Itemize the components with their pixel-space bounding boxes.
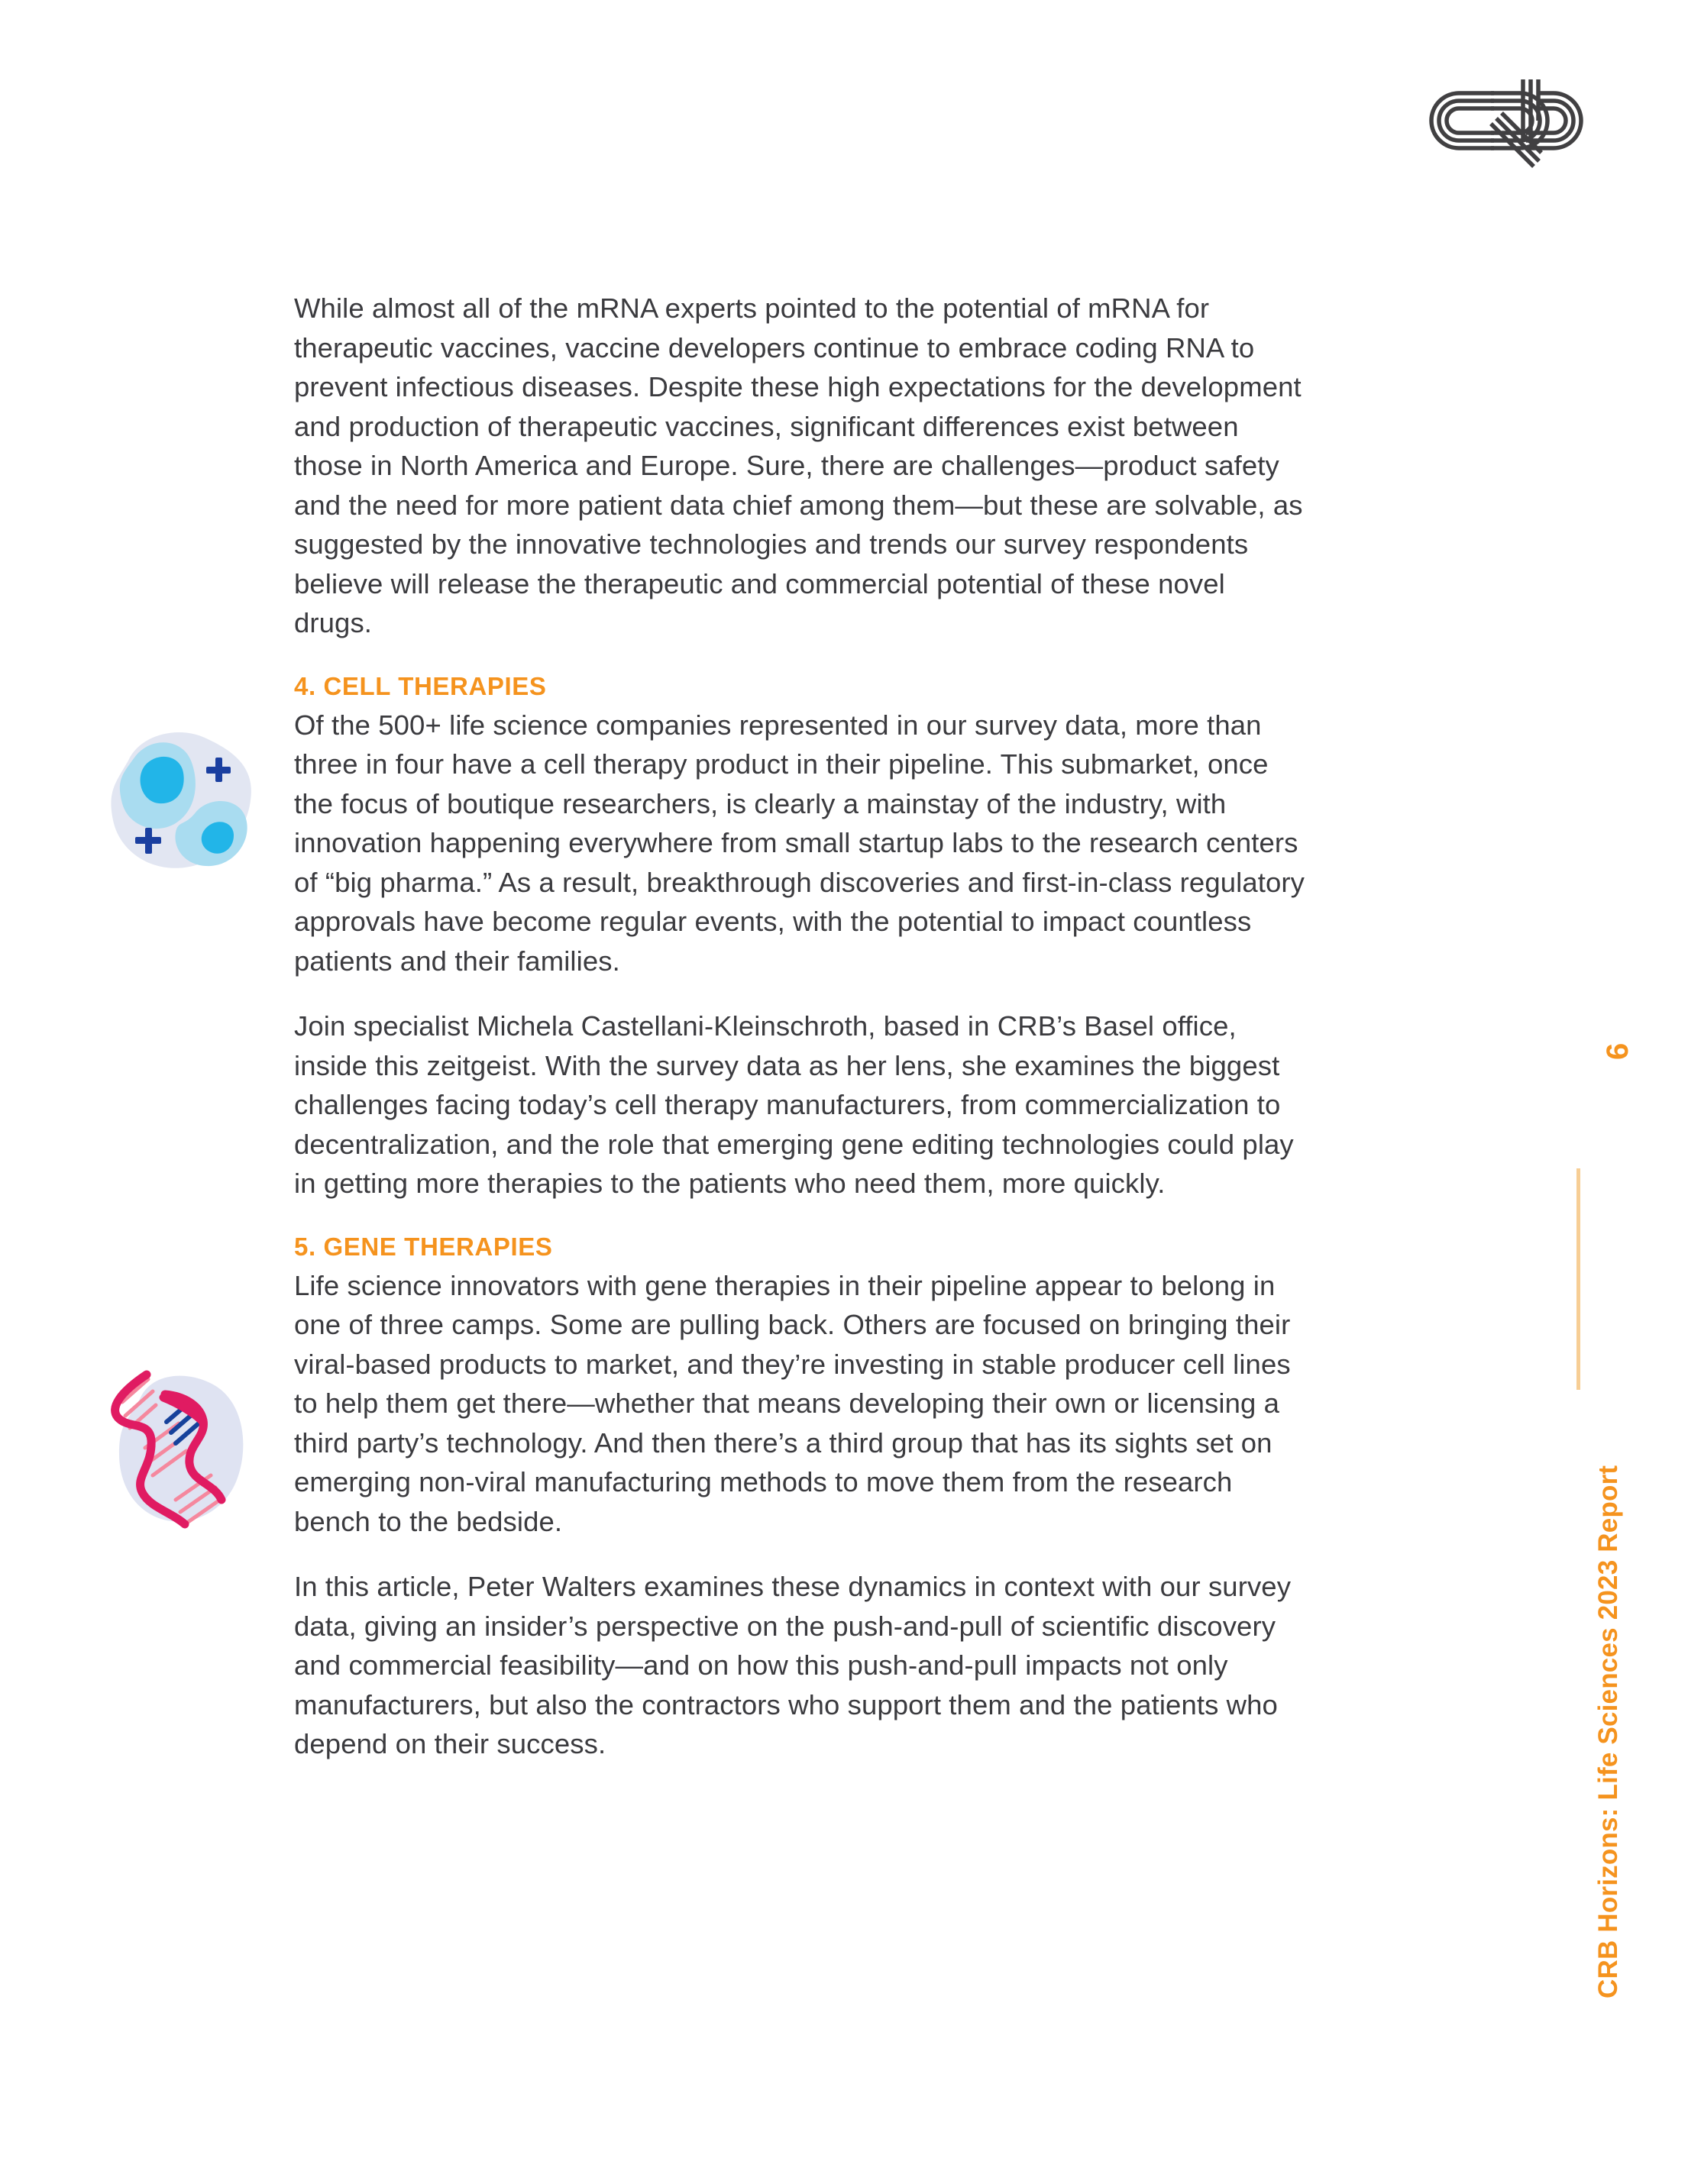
sidebar-divider: [1576, 1168, 1580, 1390]
section-cell-therapies: [294, 669, 1310, 981]
paragraph-mrna: While almost all of the mRNA experts pointed to the potential of mRNA for therapeutic vaccines, vaccine developers continue to embrace coding RNA to prevent infectious diseases. Despite these high expectations for the development and production of therapeutic vaccines, significant differences exist between those in North America and Europe. Sure, there are challenges—product safety and the need for more patient data chief among them—but these are solvable, as suggested by the innovative technologies and trends our survey respondents believe will release the therapeutic and commercial potential of these novel drugs.: [294, 292, 1303, 638]
paragraph-walters: In this article, Peter Walters examines these dynamics in context with our survey data, giving an insider’s perspective on the push-and-pull of scientific discovery and commercial feasibility—and on how this push-and-pull impacts not only manufacturers, but also the contractors who support them and the patients who depend on their success.: [294, 1571, 1292, 1759]
report-title-vertical: CRB Horizons: Life Sciences 2023 Report: [1593, 1465, 1623, 1998]
paragraph-gene-therapies: Life science innovators with gene therapies in their pipeline appear to belong in one of three camps. Some are pulling back. Others are focused on bringing their viral-based products to market, and they’re investing in stable producer cell lines to help them get there—whether that means developing their own or licensing a third party’s technology. And then there’s a third group that has its sights set on emerging non-viral manufacturing methods to move them from the research bench to the bedside.: [294, 1269, 1291, 1537]
article-body: [294, 289, 1310, 1764]
paragraph-cell-therapies: Of the 500+ life science companies represented in our survey data, more than three in four have a cell therapy product in their pipeline. This submarket, once the focus of boutique researchers, is clearly a mainstay of the industry, with innovation happening everywhere from small startup labs to the research centers of “big pharma.” As a result, breakthrough discoveries and first-in-class regulatory approvals have become regular events, with the potential to impact countless patients and their families.: [294, 709, 1305, 977]
page-number: 6: [1601, 1042, 1635, 1060]
cell-therapy-icon: [105, 721, 258, 874]
page-sidebar: [1528, 0, 1688, 2184]
paragraph-michela: Join specialist Michela Castellani-Kleinschroth, based in CRB’s Basel office, inside this zeitgeist. With the survey data as her lens, she examines the biggest challenges facing today’s cell therapy manufacturers, from commercialization to decentralization, and the role that emerging gene editing technologies could play in getting more therapies to the patients who need them, more quickly.: [294, 1010, 1294, 1199]
dna-helix-icon: [105, 1358, 262, 1530]
section-gene-therapies: [294, 1229, 1310, 1542]
section-heading-gene-therapies: 5. GENE THERAPIES: [294, 1232, 553, 1261]
section-heading-cell-therapies: 4. CELL THERAPIES: [294, 671, 547, 700]
